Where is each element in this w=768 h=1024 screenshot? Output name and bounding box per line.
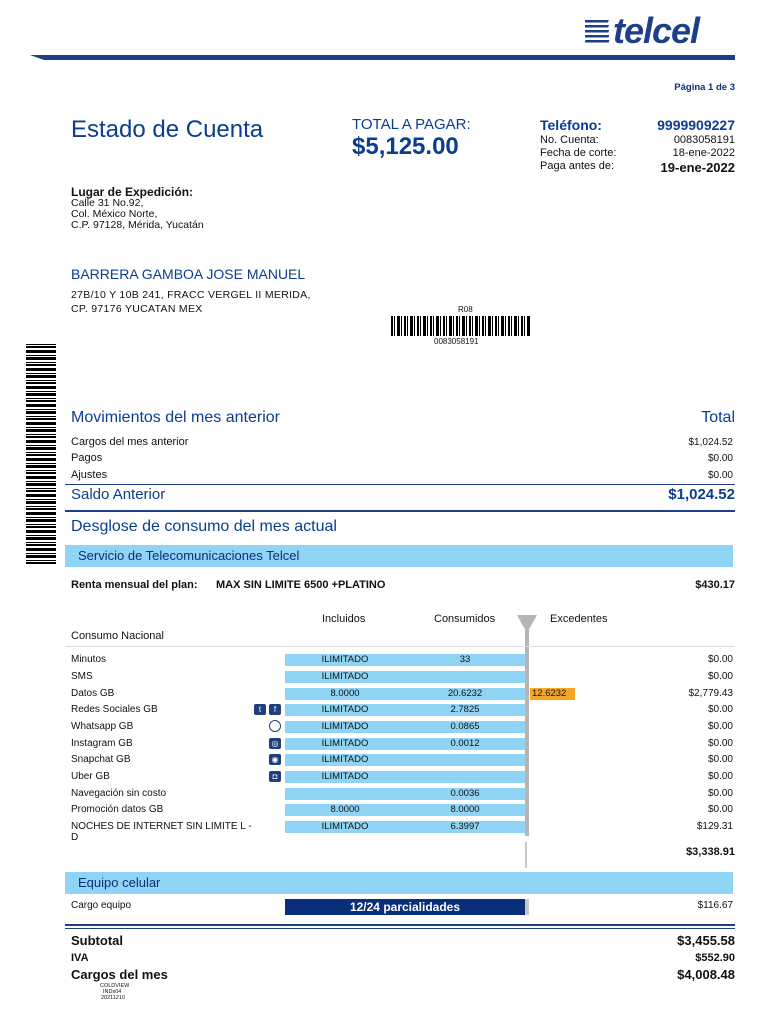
column-header-excess: Excedentes xyxy=(550,613,608,625)
plan-amount: $430.17 xyxy=(695,579,735,591)
iva-amount: $552.90 xyxy=(695,952,735,964)
usage-row-label: Snapchat GB xyxy=(71,754,131,765)
consumed-cell: 8.0000 xyxy=(405,804,525,816)
consumed-cell xyxy=(405,671,525,683)
equipment-band xyxy=(65,872,733,894)
monthly-charges-amount: $4,008.48 xyxy=(677,967,735,982)
previous-row-amount: $1,024.52 xyxy=(688,437,733,448)
summary-divider-thin xyxy=(65,928,735,929)
usage-row-amount: $0.00 xyxy=(707,754,733,765)
included-cell xyxy=(285,788,405,800)
subtotal-label: Subtotal xyxy=(71,933,123,948)
usage-row-label: Instagram GB xyxy=(71,738,133,749)
consumed-cell xyxy=(405,754,525,766)
account-number-label: No. Cuenta: xyxy=(540,134,599,146)
equipment-charge-amount: $116.67 xyxy=(697,900,733,911)
consumed-cell: 20.6232 xyxy=(405,688,525,700)
plan-name: MAX SIN LIMITE 6500 +PLATINO xyxy=(216,579,386,591)
column-header-included: Incluidos xyxy=(322,613,366,625)
usage-subtotal: $3,338.91 xyxy=(686,846,735,858)
summary-divider xyxy=(65,924,735,926)
included-cell: ILIMITADO xyxy=(285,721,405,733)
snapchat-icon: ◉ xyxy=(269,754,281,765)
included-cell: ILIMITADO xyxy=(285,821,405,833)
page-title: Estado de Cuenta xyxy=(71,116,264,143)
telcel-logo-text: telcel xyxy=(613,10,700,51)
barcode-number: 0083058191 xyxy=(434,337,479,346)
usage-limit-line-lower xyxy=(525,842,527,868)
service-band-label: Servicio de Telecomunicaciones Telcel xyxy=(78,548,300,563)
previous-section-title: Movimientos del mes anterior xyxy=(71,409,280,426)
expedition-label: Lugar de Expedición: xyxy=(71,185,194,199)
consumed-cell: 33 xyxy=(405,654,525,666)
excess-cell: 12.6232 xyxy=(530,688,575,700)
national-divider xyxy=(65,646,735,647)
expedition-line3: C.P. 97128, Mérida, Yucatán xyxy=(71,219,204,231)
installments-bar: 12/24 parcialidades xyxy=(285,899,525,915)
usage-row-label: Minutos xyxy=(71,654,107,665)
usage-row-amount: $0.00 xyxy=(707,738,733,749)
previous-total-header: Total xyxy=(701,409,735,426)
cut-date-label: Fecha de corte: xyxy=(540,147,617,159)
usage-row-label: Uber GB xyxy=(71,771,110,782)
header-rule xyxy=(30,55,735,60)
monthly-charges-label: Cargos del mes xyxy=(71,967,168,982)
usage-row-label-continued: D xyxy=(71,832,79,843)
usage-row-label: SMS xyxy=(71,671,93,682)
included-cell: ILIMITADO xyxy=(285,771,405,783)
included-cell: ILIMITADO xyxy=(285,704,405,716)
previous-row-label: Ajustes xyxy=(71,469,108,481)
page-number: Página 1 de 3 xyxy=(674,82,735,93)
usage-row-label: Redes Sociales GB xyxy=(71,704,158,715)
usage-row-amount: $2,779.43 xyxy=(688,688,733,699)
national-usage-label: Consumo Nacional xyxy=(71,630,164,642)
cut-date-value: 18-ene-2022 xyxy=(672,147,735,159)
consumed-cell: 0.0036 xyxy=(405,788,525,800)
usage-limit-line xyxy=(525,630,529,836)
customer-barcode xyxy=(391,316,531,336)
installments-remaining xyxy=(525,899,529,915)
equipment-band-label: Equipo celular xyxy=(78,875,161,890)
consumed-cell: 0.0012 xyxy=(405,738,525,750)
service-band xyxy=(65,545,733,567)
usage-row-label: Promoción datos GB xyxy=(71,804,164,815)
route-code: R08 xyxy=(458,305,473,314)
total-label: TOTAL A PAGAR: xyxy=(352,116,471,133)
included-cell: 8.0000 xyxy=(285,688,405,700)
expedition-line1: Calle 31 No.92, xyxy=(71,197,144,209)
footer-code-line1: COLDVIEW xyxy=(100,983,130,989)
phone-value: 9999909227 xyxy=(657,117,735,133)
usage-row-amount: $0.00 xyxy=(707,671,733,682)
phone-label: Teléfono: xyxy=(540,117,602,133)
column-header-consumed: Consumidos xyxy=(434,613,496,625)
facebook-icon: f xyxy=(269,704,281,715)
included-cell: ILIMITADO xyxy=(285,738,405,750)
instagram-icon: ◎ xyxy=(269,738,281,749)
side-barcode xyxy=(26,344,56,564)
usage-row-amount: $0.00 xyxy=(707,654,733,665)
current-section-title: Desglose de consumo del mes actual xyxy=(71,518,337,535)
previous-row-label: Cargos del mes anterior xyxy=(71,436,189,448)
telcel-logo xyxy=(585,10,735,51)
included-cell: ILIMITADO xyxy=(285,754,405,766)
customer-address-line2: CP. 97176 YUCATAN MEX xyxy=(71,303,203,315)
previous-divider xyxy=(65,484,735,485)
usage-row-amount: $129.31 xyxy=(696,821,733,832)
total-amount: $5,125.00 xyxy=(352,133,459,160)
previous-row-amount: $0.00 xyxy=(707,453,733,464)
section-divider xyxy=(65,510,735,512)
consumed-cell: 6.3997 xyxy=(405,821,525,833)
included-cell: ILIMITADO xyxy=(285,671,405,683)
usage-row-amount: $0.00 xyxy=(707,804,733,815)
usage-row-amount: $0.00 xyxy=(707,771,733,782)
previous-balance-amount: $1,024.52 xyxy=(668,486,735,503)
plan-label: Renta mensual del plan: xyxy=(71,579,198,591)
previous-balance-label: Saldo Anterior xyxy=(71,486,166,503)
expedition-line2: Col. México Norte, xyxy=(71,208,158,220)
customer-name: BARRERA GAMBOA JOSE MANUEL xyxy=(71,266,306,282)
due-date-value: 19-ene-2022 xyxy=(660,160,735,175)
equipment-charge-label: Cargo equipo xyxy=(71,900,132,911)
whatsapp-icon xyxy=(269,720,281,732)
account-number-value: 0083058191 xyxy=(673,134,735,146)
footer-code-line2: INDx04 xyxy=(103,989,122,995)
subtotal-amount: $3,455.58 xyxy=(677,933,735,948)
usage-row-amount: $0.00 xyxy=(707,721,733,732)
usage-row-label: Whatsapp GB xyxy=(71,721,134,732)
iva-label: IVA xyxy=(71,952,89,964)
due-date-label: Paga antes de: xyxy=(540,160,615,172)
previous-row-label: Pagos xyxy=(71,452,103,464)
footer-code-line3: 20211210 xyxy=(101,995,126,1001)
customer-address-line1: 27B/10 Y 10B 241, FRACC VERGEL II MERIDA, xyxy=(71,289,311,301)
twitter-icon: t xyxy=(254,704,266,715)
usage-row-amount: $0.00 xyxy=(707,788,733,799)
usage-row-label: Datos GB xyxy=(71,688,115,699)
included-cell: ILIMITADO xyxy=(285,654,405,666)
uber-icon: ◘ xyxy=(269,771,281,782)
consumed-cell xyxy=(405,771,525,783)
usage-row-label: Navegación sin costo xyxy=(71,788,167,799)
previous-row-amount: $0.00 xyxy=(707,470,733,481)
consumed-cell: 2.7825 xyxy=(405,704,525,716)
usage-row-label: NOCHES DE INTERNET SIN LIMITE L - xyxy=(71,821,252,832)
consumed-cell: 0.0865 xyxy=(405,721,525,733)
included-cell: 8.0000 xyxy=(285,804,405,816)
usage-row-amount: $0.00 xyxy=(707,704,733,715)
